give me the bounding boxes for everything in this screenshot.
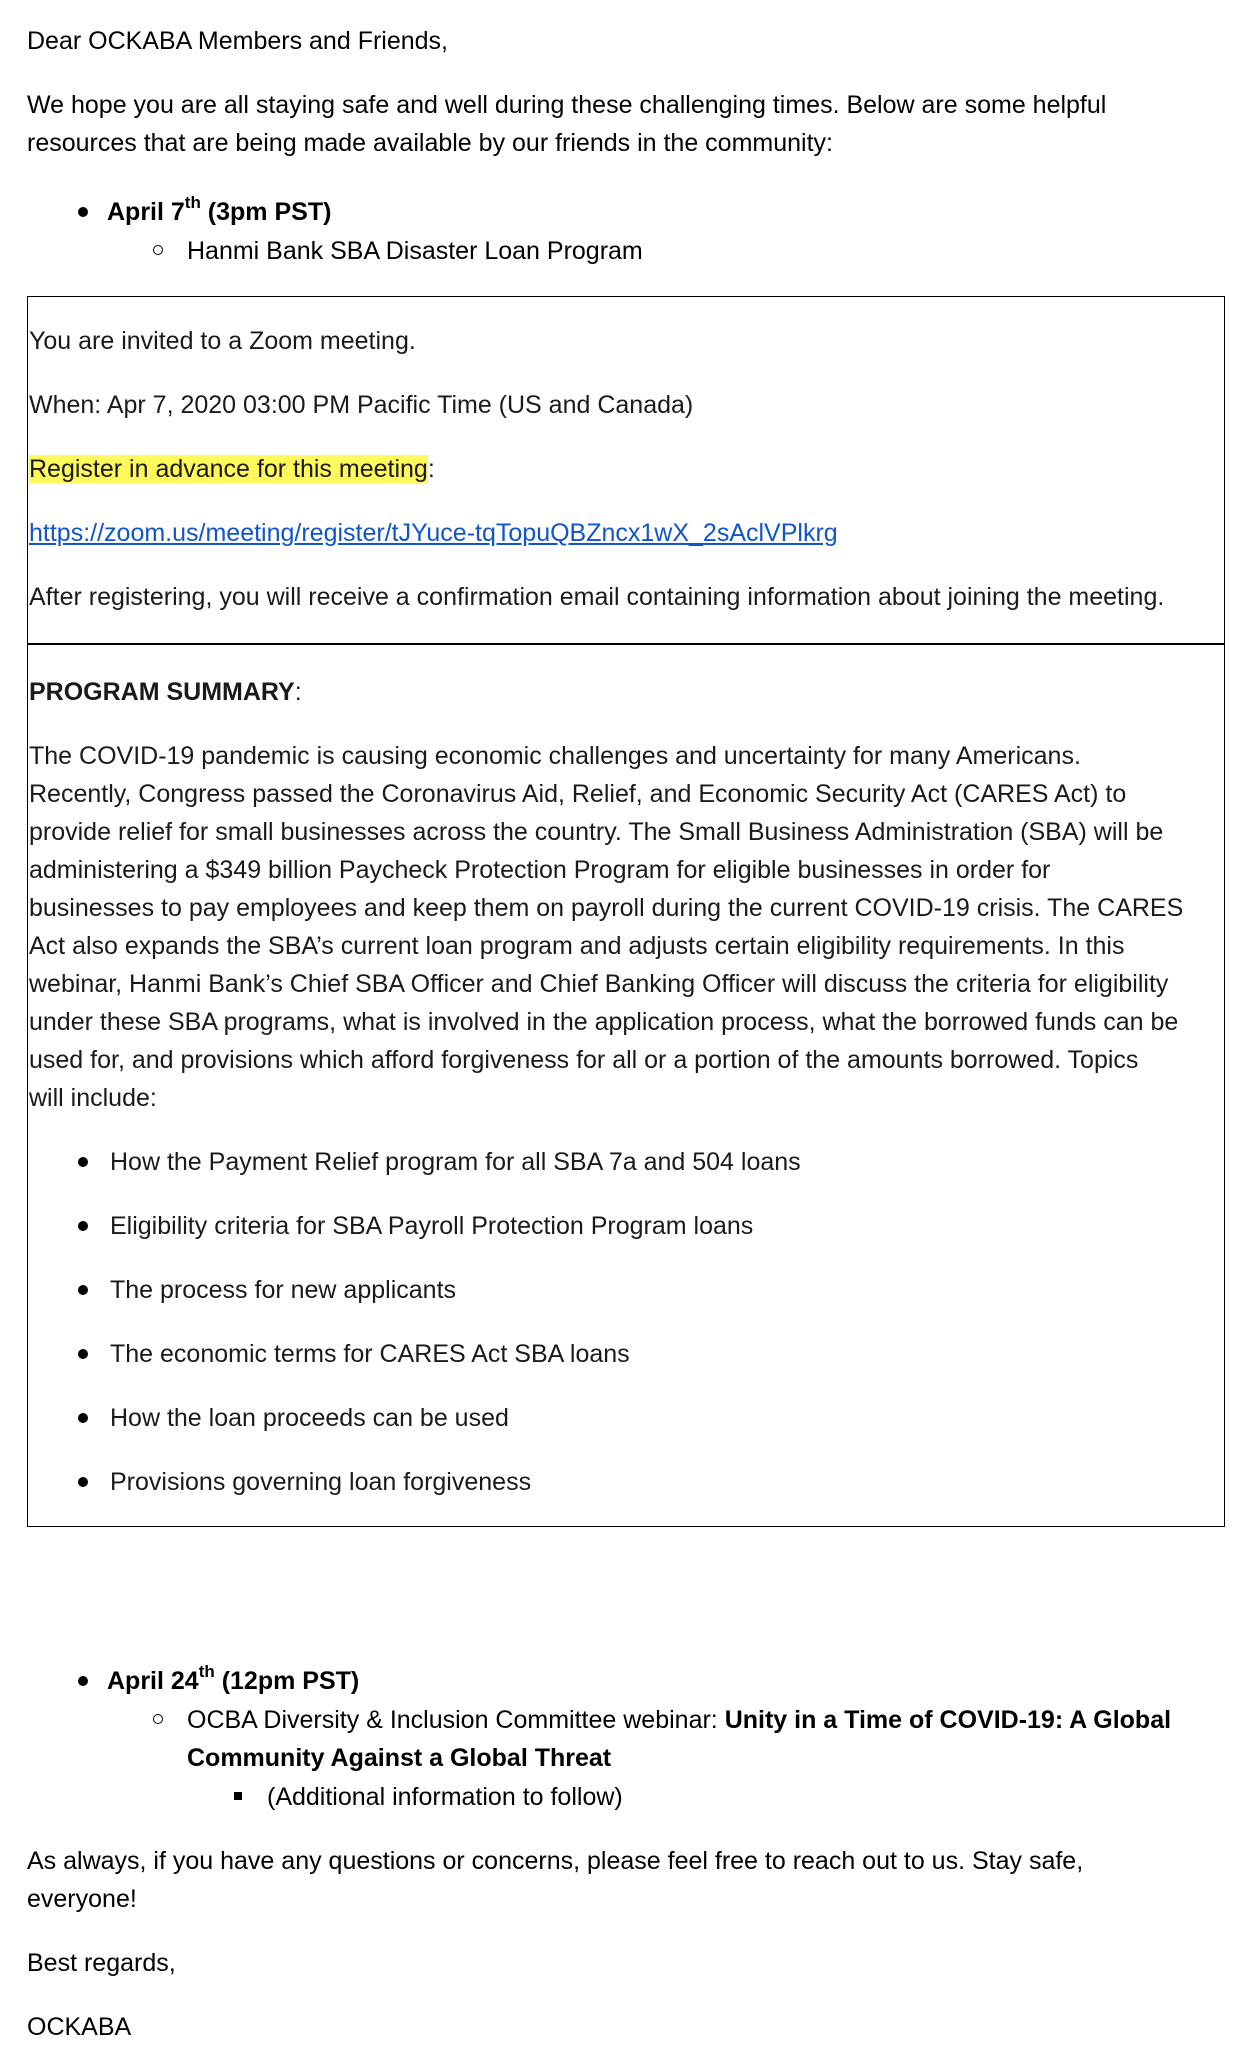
summary-line: The COVID-19 pandemic is causing economic challenges and uncertainty for many Americans. (29, 742, 1081, 770)
event2-description-cont: Community Against a Global Threat (187, 1744, 612, 1772)
event1-date: April 7th (3pm PST) (107, 192, 332, 226)
summary-line: provide relief for small businesses across the country. The Small Business Administration (SBA) will be (29, 818, 1164, 846)
zoom-when: When: Apr 7, 2020 03:00 PM Pacific Time (US and Canada) (29, 391, 694, 419)
intro-line-2: resources that are being made available by our friends in the community: (27, 129, 833, 157)
regards: Best regards, (27, 1949, 176, 1977)
summary-line: Recently, Congress passed the Coronavirus Aid, Relief, and Economic Security Act (CARES Act) to (29, 780, 1127, 808)
event2-date: April 24th (12pm PST) (107, 1661, 360, 1695)
topic-item: How the loan proceeds can be used (110, 1404, 509, 1432)
bullet-dot (78, 207, 88, 217)
greeting: Dear OCKABA Members and Friends, (27, 27, 448, 55)
bullet-dot (78, 1221, 88, 1231)
bullet-dot (78, 1157, 88, 1167)
summary-line: will include: (29, 1084, 157, 1112)
bullet-dot (78, 1477, 88, 1487)
event2-description: OCBA Diversity & Inclusion Committee webinar: Unity in a Time of COVID-19: A Global (187, 1706, 1172, 1734)
zoom-register-link[interactable]: https://zoom.us/meeting/register/tJYuce-tqTopuQBZncx1wX_2sAclVPlkrg (29, 519, 838, 547)
event2-note: (Additional information to follow) (267, 1783, 623, 1811)
bullet-square (234, 1792, 242, 1800)
summary-line: Act also expands the SBA’s current loan program and adjusts certain eligibility requirements. In this (29, 932, 1125, 960)
closing-line-1: As always, if you have any questions or concerns, please feel free to reach out to us. Stay safe, (27, 1847, 1084, 1875)
zoom-invite-text: You are invited to a Zoom meeting. (29, 327, 416, 355)
topic-item: The economic terms for CARES Act SBA loans (110, 1340, 630, 1368)
summary-line: administering a $349 billion Paycheck Protection Program for eligible businesses in order for (29, 856, 1051, 884)
bullet-dot (78, 1349, 88, 1359)
bullet-dot (78, 1676, 88, 1686)
register-highlight: Register in advance for this meeting (29, 455, 428, 483)
topic-item: Eligibility criteria for SBA Payroll Protection Program loans (110, 1212, 754, 1240)
closing-line-2: everyone! (27, 1885, 137, 1913)
topic-item: How the Payment Relief program for all SBA 7a and 504 loans (110, 1148, 801, 1176)
summary-line: webinar, Hanmi Bank’s Chief SBA Officer and Chief Banking Officer will discuss the criteria for eligibility (29, 970, 1169, 998)
register-line: Register in advance for this meeting: (29, 455, 435, 483)
summary-heading: PROGRAM SUMMARY: (29, 678, 302, 706)
topic-item: Provisions governing loan forgiveness (110, 1468, 532, 1496)
bullet-dot (78, 1413, 88, 1423)
zoom-invite-box (27, 296, 1225, 645)
summary-line: under these SBA programs, what is involved in the application process, what the borrowed funds can be (29, 1008, 1179, 1036)
bullet-dot (78, 1285, 88, 1295)
topic-item: The process for new applicants (110, 1276, 457, 1304)
zoom-after-registering: After registering, you will receive a confirmation email containing information about joining the meeting. (29, 583, 1165, 611)
signature: OCKABA (27, 2013, 132, 2041)
bullet-circle (153, 1714, 163, 1724)
bullet-circle (153, 245, 163, 255)
intro-line-1: We hope you are all staying safe and well during these challenging times. Below are some helpful (27, 91, 1107, 119)
summary-line: businesses to pay employees and keep them on payroll during the current COVID-19 crisis. The CARES (29, 894, 1184, 922)
event1-title: Hanmi Bank SBA Disaster Loan Program (187, 237, 643, 265)
summary-line: used for, and provisions which afford forgiveness for all or a portion of the amounts borrowed. Topics (29, 1046, 1139, 1074)
program-summary-box (27, 643, 1225, 1527)
